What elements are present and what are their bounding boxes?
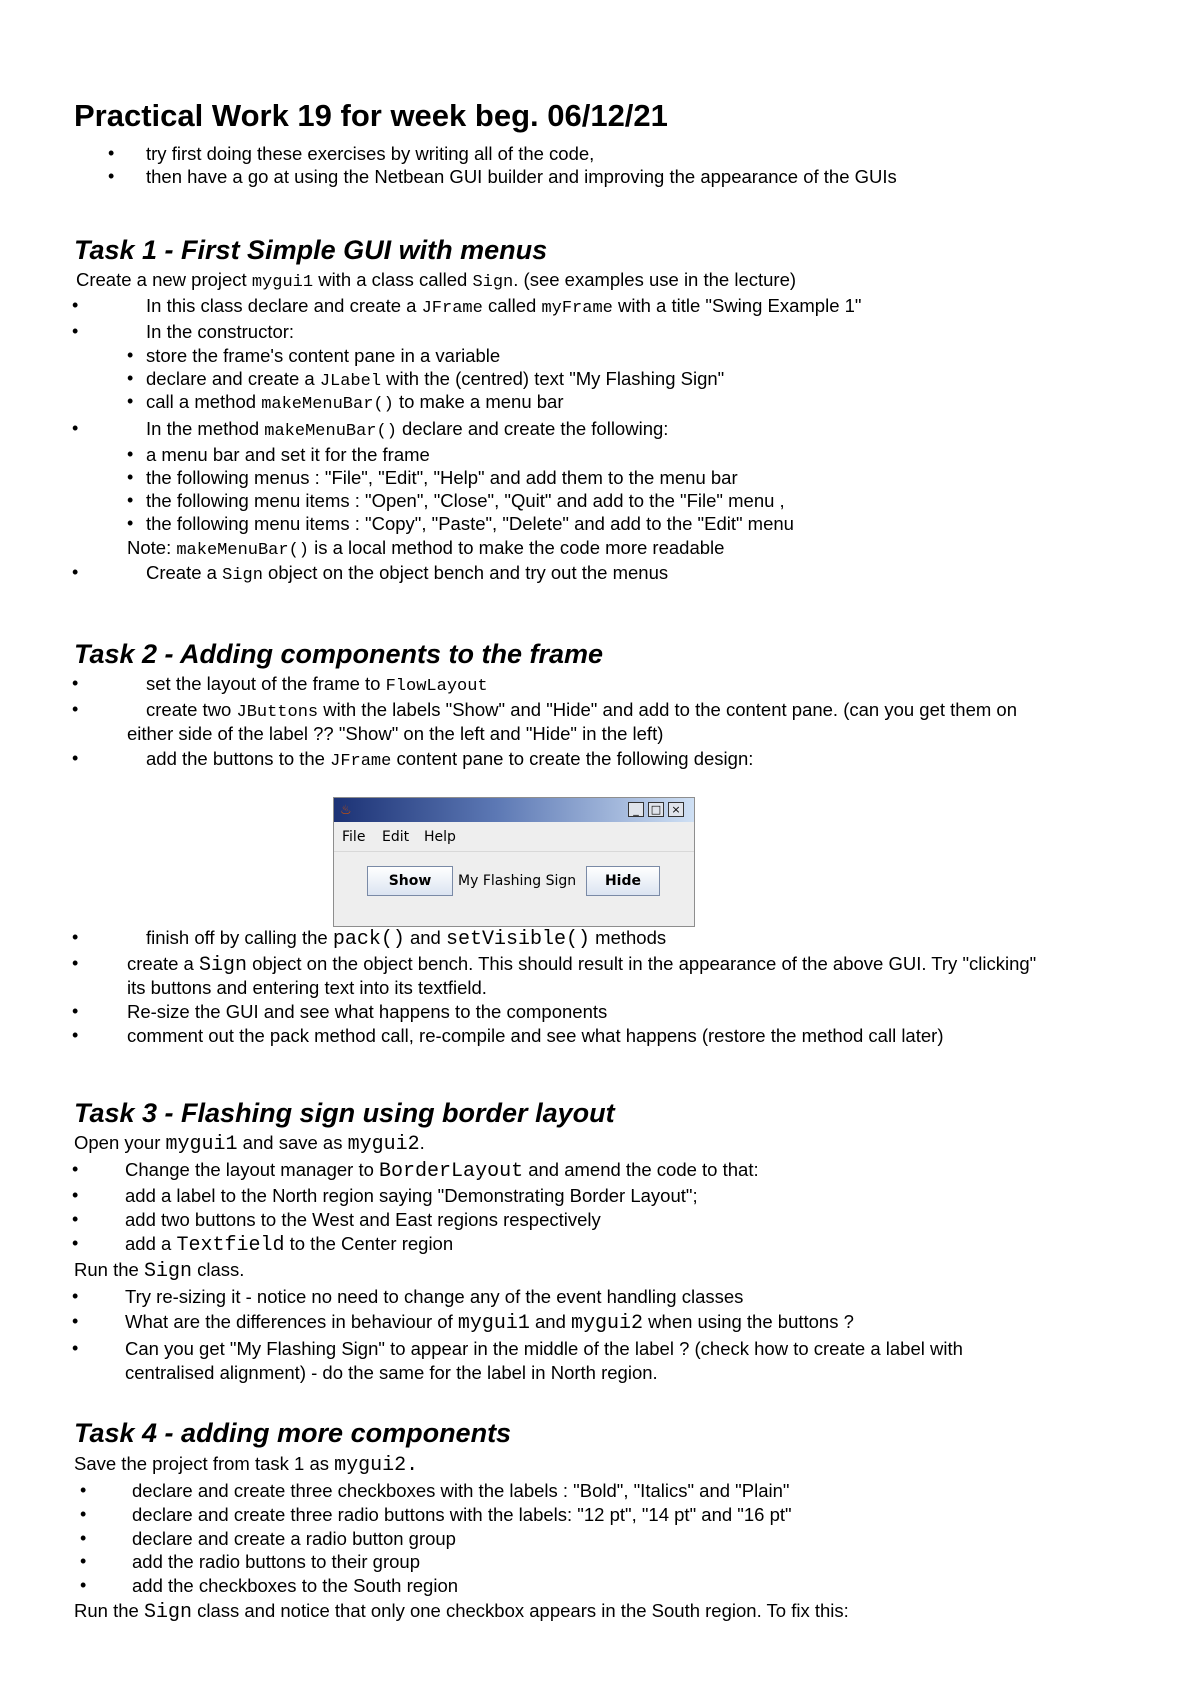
task4-bullet-4: add the radio buttons to their group xyxy=(132,1551,420,1572)
task4-run: Run the Sign class and notice that only one checkbox appears in the South region. To fix this: xyxy=(74,1600,849,1624)
bullet-icon: • xyxy=(72,418,79,438)
bullet-icon: • xyxy=(127,345,134,365)
task3-heading: Task 3 - Flashing sign using border layout xyxy=(74,1098,615,1128)
bullet-icon: • xyxy=(80,1575,87,1595)
task4-intro: Save the project from task 1 as mygui2. xyxy=(74,1453,419,1477)
bullet-icon: • xyxy=(127,467,134,487)
bullet-icon: • xyxy=(108,143,115,163)
task4-bullet-5: add the checkboxes to the South region xyxy=(132,1575,459,1596)
task2-bullet-1: set the layout of the frame to FlowLayout xyxy=(146,673,488,696)
bullet-icon: • xyxy=(127,513,134,533)
task1-sub-3: call a method makeMenuBar() to make a menu bar xyxy=(146,391,564,414)
bullet-icon: • xyxy=(127,444,134,464)
task2-bullet-2-cont: either side of the label ?? "Show" on the left and "Hide" in the left) xyxy=(127,723,664,744)
task3-bullet-7: Can you get "My Flashing Sign" to appear in the middle of the label ? (check how to create a label with xyxy=(125,1338,963,1359)
task3-bullet-5: Try re-sizing it - notice no need to change any of the event handling classes xyxy=(125,1286,744,1307)
task1-heading: Task 1 - First Simple GUI with menus xyxy=(74,235,548,265)
task3-bullet-1: Change the layout manager to BorderLayout and amend the code to that: xyxy=(125,1159,759,1183)
bullet-icon: • xyxy=(72,748,79,768)
task1-bullet-4: Create a Sign object on the object bench and try out the menus xyxy=(146,562,669,585)
task4-bullet-2: declare and create three radio buttons with the labels: "12 pt", "14 pt" and "16 pt" xyxy=(132,1504,792,1525)
gui-sign-label: My Flashing Sign xyxy=(458,873,577,889)
bullet-icon: • xyxy=(127,490,134,510)
task2-bullet-4: finish off by calling the pack() and setVisible() methods xyxy=(146,927,667,951)
gui-menubar xyxy=(334,822,694,852)
bullet-icon: • xyxy=(72,1001,79,1021)
bullet-icon: • xyxy=(127,391,134,411)
task1-sub-1: store the frame's content pane in a variable xyxy=(146,345,501,366)
task1-bullet-2: In the constructor: xyxy=(146,321,295,342)
task2-bullet-5: create a Sign object on the object bench. This should result in the appearance of the above GUI. Try "clicking" xyxy=(127,953,1037,977)
bullet-icon: • xyxy=(80,1480,87,1500)
bullet-icon: • xyxy=(127,368,134,388)
task3-bullet-4: add a Textfield to the Center region xyxy=(125,1233,454,1257)
task3-bullet-3: add two buttons to the West and East regions respectively xyxy=(125,1209,601,1230)
task1-note: Note: makeMenuBar() is a local method to make the code more readable xyxy=(127,537,725,560)
task2-heading: Task 2 - Adding components to the frame xyxy=(74,639,604,669)
gui-menu-help: Help xyxy=(424,829,456,845)
task3-bullet-7-cont: centralised alignment) - do the same for the label in North region. xyxy=(125,1362,658,1383)
bullet-icon: • xyxy=(72,1338,79,1358)
task2-bullet-6: Re-size the GUI and see what happens to the components xyxy=(127,1001,608,1022)
bullet-icon: • xyxy=(72,1025,79,1045)
java-icon: ♨ xyxy=(340,802,352,817)
close-icon: × xyxy=(668,802,684,817)
window-titlebar xyxy=(334,798,694,822)
page-title: Practical Work 19 for week beg. 06/12/21 xyxy=(74,98,668,133)
bullet-icon: • xyxy=(72,1286,79,1306)
bullet-icon: • xyxy=(72,953,79,973)
bullet-icon: • xyxy=(80,1551,87,1571)
task2-bullet-2: create two JButtons with the labels "Show" and "Hide" and add to the content pane. (can you get them on xyxy=(146,699,1018,722)
bullet-icon: • xyxy=(72,1311,79,1331)
gui-hide-button: Hide xyxy=(586,866,660,896)
task3-bullet-6: What are the differences in behaviour of mygui1 and mygui2 when using the buttons ? xyxy=(125,1311,854,1335)
bullet-icon: • xyxy=(72,1185,79,1205)
task3-intro: Open your mygui1 and save as mygui2. xyxy=(74,1132,425,1156)
task2-bullet-5-cont: its buttons and entering text into its textfield. xyxy=(127,977,487,998)
bullet-icon: • xyxy=(80,1504,87,1524)
task1-sub-6: the following menu items : "Open", "Close", "Quit" and add to the "File" menu , xyxy=(146,490,785,511)
bullet-icon: • xyxy=(72,321,79,341)
gui-show-button: Show xyxy=(367,866,453,896)
task1-sub-4: a menu bar and set it for the frame xyxy=(146,444,430,465)
task1-bullet-3: In the method makeMenuBar() declare and create the following: xyxy=(146,418,669,441)
bullet-icon: • xyxy=(72,295,79,315)
task4-heading: Task 4 - adding more components xyxy=(74,1418,512,1448)
minimize-icon: _ xyxy=(628,802,644,817)
bullet-icon: • xyxy=(72,699,79,719)
task1-intro: Create a new project mygui1 with a class called Sign. (see examples use in the lecture) xyxy=(76,269,797,292)
bullet-icon: • xyxy=(72,562,79,582)
task1-sub-7: the following menu items : "Copy", "Paste", "Delete" and add to the "Edit" menu xyxy=(146,513,794,534)
task3-bullet-2: add a label to the North region saying "Demonstrating Border Layout"; xyxy=(125,1185,698,1206)
bullet-icon: • xyxy=(72,673,79,693)
intro-bullet-1: try first doing these exercises by writing all of the code, xyxy=(146,143,595,164)
gui-menu-file: File xyxy=(342,829,366,845)
intro-bullet-2: then have a go at using the Netbean GUI builder and improving the appearance of the GUIs xyxy=(146,166,897,187)
task4-bullet-3: declare and create a radio button group xyxy=(132,1528,456,1549)
task1-sub-2: declare and create a JLabel with the (centred) text "My Flashing Sign" xyxy=(146,368,725,391)
task1-sub-5: the following menus : "File", "Edit", "Help" and add them to the menu bar xyxy=(146,467,738,488)
bullet-icon: • xyxy=(108,166,115,186)
task2-bullet-3: add the buttons to the JFrame content pane to create the following design: xyxy=(146,748,754,771)
gui-screenshot xyxy=(333,797,695,927)
bullet-icon: • xyxy=(72,1159,79,1179)
bullet-icon: • xyxy=(72,1209,79,1229)
bullet-icon: • xyxy=(72,927,79,947)
task4-bullet-1: declare and create three checkboxes with the labels : "Bold", "Italics" and "Plain" xyxy=(132,1480,790,1501)
bullet-icon: • xyxy=(72,1233,79,1253)
task1-bullet-1: In this class declare and create a JFrame called myFrame with a title "Swing Example 1" xyxy=(146,295,862,318)
bullet-icon: • xyxy=(80,1528,87,1548)
task3-run: Run the Sign class. xyxy=(74,1259,245,1283)
maximize-icon: □ xyxy=(648,802,664,817)
gui-menu-edit: Edit xyxy=(382,829,410,845)
task2-bullet-7: comment out the pack method call, re-compile and see what happens (restore the method call later) xyxy=(127,1025,944,1046)
